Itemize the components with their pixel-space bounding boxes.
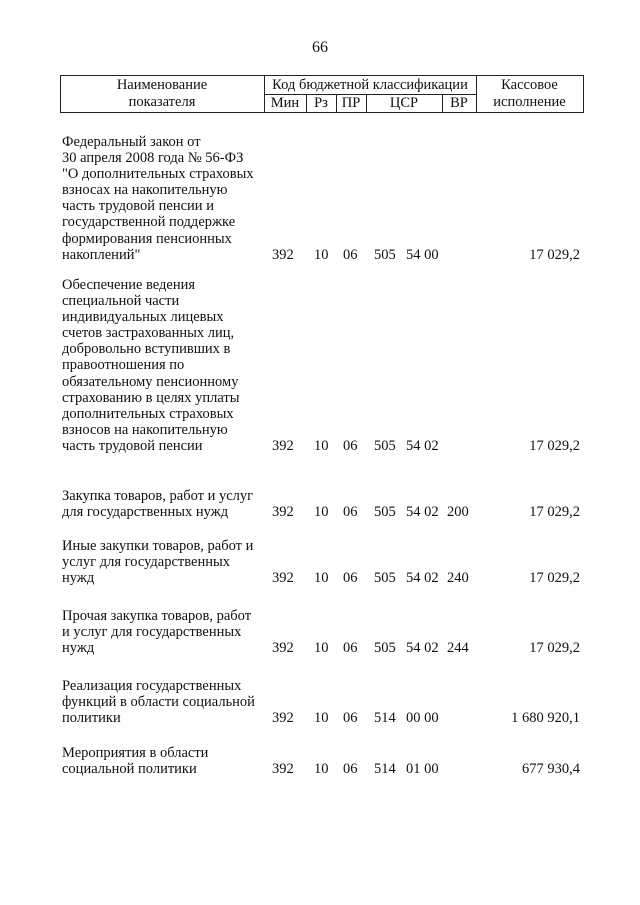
code-csr-program: 514 xyxy=(374,761,396,778)
table-row xyxy=(0,608,640,656)
code-csr-item: 01 00 xyxy=(406,761,439,778)
row-name-line: государственной поддержке xyxy=(62,214,236,231)
code-pr: 06 xyxy=(343,504,358,521)
row-name-line: добровольно вступивших в xyxy=(62,341,231,358)
code-csr-program: 505 xyxy=(374,438,396,454)
row-name-line: нужд xyxy=(62,570,95,587)
code-min: 392 xyxy=(272,710,294,727)
row-name xyxy=(62,678,262,726)
table-row xyxy=(0,488,640,520)
code-csr-item: 54 02 xyxy=(406,570,439,587)
code-csr-item: 54 00 xyxy=(406,246,439,263)
row-name-line: нужд xyxy=(62,640,95,657)
row-name xyxy=(62,488,262,520)
row-name xyxy=(62,538,262,586)
header-col-vr: ВР xyxy=(450,95,468,111)
code-csr-item: 54 02 xyxy=(406,504,439,521)
header-col-rz: Рз xyxy=(314,95,328,111)
row-name-line: Прочая закупка товаров, работ xyxy=(62,608,252,624)
code-min: 392 xyxy=(272,438,294,454)
cash-execution-amount: 17 029,2 xyxy=(529,504,580,521)
row-name xyxy=(62,608,262,656)
table-row xyxy=(0,134,640,263)
row-name-line: накоплений" xyxy=(62,246,141,263)
code-rz: 10 xyxy=(314,570,329,587)
row-name-line: часть трудовой пенсии и xyxy=(62,198,214,215)
table-header xyxy=(60,75,584,113)
code-min: 392 xyxy=(272,246,294,263)
row-name-line: Закупка товаров, работ и услуг xyxy=(62,488,254,504)
code-pr: 06 xyxy=(343,246,358,263)
row-name-line: Реализация государственных xyxy=(62,678,242,694)
row-name-line: и услуг для государственных xyxy=(62,624,242,641)
row-name-line: 30 апреля 2008 года № 56-ФЗ xyxy=(62,150,244,167)
code-rz: 10 xyxy=(314,640,329,657)
row-name-line: услуг для государственных xyxy=(62,554,230,571)
row-name-line: индивидуальных лицевых xyxy=(62,309,224,326)
row-name-line: Иные закупки товаров, работ и xyxy=(62,538,254,554)
code-vr: 244 xyxy=(447,640,469,657)
code-rz: 10 xyxy=(314,504,329,521)
page-number: 66 xyxy=(312,39,328,56)
row-name-line: часть трудовой пенсии xyxy=(62,437,203,454)
row-name-line: дополнительных страховых xyxy=(62,405,234,422)
row-name-line: формирования пенсионных xyxy=(62,230,232,247)
code-rz: 10 xyxy=(314,438,329,454)
code-rz: 10 xyxy=(314,761,329,778)
header-exec-line2: исполнение xyxy=(493,94,566,110)
code-csr-program: 505 xyxy=(374,570,396,587)
cash-execution-amount: 17 029,2 xyxy=(529,438,580,454)
row-name-line: Обеспечение ведения xyxy=(62,277,196,293)
code-min: 392 xyxy=(272,761,294,778)
code-min: 392 xyxy=(272,504,294,521)
cash-execution-amount: 17 029,2 xyxy=(529,246,580,263)
table-row xyxy=(0,678,640,726)
row-name-line: Федеральный закон от xyxy=(62,134,201,150)
row-name-line: правоотношения по xyxy=(62,357,185,374)
header-border-right xyxy=(583,76,584,112)
cash-execution-amount: 17 029,2 xyxy=(529,570,580,587)
row-name xyxy=(62,134,262,263)
row-name xyxy=(62,277,262,454)
code-vr: 200 xyxy=(447,504,469,521)
row-name-line: функций в области социальной xyxy=(62,694,255,711)
row-name-line: Мероприятия в области xyxy=(62,745,209,761)
header-col-min: Мин xyxy=(270,95,300,111)
code-csr-program: 505 xyxy=(374,640,396,657)
row-name-line: социальной политики xyxy=(62,761,197,778)
code-pr: 06 xyxy=(343,438,358,454)
code-min: 392 xyxy=(272,570,294,587)
row-name-line: "О дополнительных страховых xyxy=(62,166,254,183)
code-pr: 06 xyxy=(343,640,358,657)
code-rz: 10 xyxy=(314,710,329,727)
code-pr: 06 xyxy=(343,570,358,587)
row-name-line: взносах на накопительную xyxy=(62,182,228,199)
code-rz: 10 xyxy=(314,246,329,263)
code-pr: 06 xyxy=(343,761,358,778)
table-row xyxy=(0,745,640,777)
row-name-line: политики xyxy=(62,710,121,727)
header-exec-line1: Кассовое xyxy=(501,77,558,93)
code-pr: 06 xyxy=(343,710,358,727)
row-name-line: страхованию в целях уплаты xyxy=(62,389,240,406)
row-name-line: обязательному пенсионному xyxy=(62,373,239,390)
cash-execution-amount: 17 029,2 xyxy=(529,640,580,657)
code-csr-program: 505 xyxy=(374,504,396,521)
cash-execution-amount: 677 930,4 xyxy=(522,761,580,778)
header-col-csr: ЦСР xyxy=(389,95,419,111)
table-row xyxy=(0,538,640,586)
code-csr-program: 505 xyxy=(374,246,396,263)
cash-execution-amount: 1 680 920,1 xyxy=(511,710,580,727)
row-name-line: счетов застрахованных лиц, xyxy=(62,325,235,342)
header-name-line2: показателя xyxy=(128,94,196,110)
code-csr-item: 00 00 xyxy=(406,710,439,727)
code-vr: 240 xyxy=(447,570,469,587)
row-name-line: взносов на накопительную xyxy=(62,421,228,438)
row-name xyxy=(62,745,262,777)
code-csr-item: 54 02 xyxy=(406,438,439,454)
header-name-line1: Наименование xyxy=(116,77,208,93)
code-csr-program: 514 xyxy=(374,710,396,727)
row-name-line: для государственных нужд xyxy=(62,504,229,521)
header-code-group: Код бюджетной классификации xyxy=(272,77,468,93)
header-col-pr: ПР xyxy=(341,95,361,111)
code-min: 392 xyxy=(272,640,294,657)
table-row xyxy=(0,277,640,454)
code-csr-item: 54 02 xyxy=(406,640,439,657)
row-name-line: специальной части xyxy=(62,293,180,310)
